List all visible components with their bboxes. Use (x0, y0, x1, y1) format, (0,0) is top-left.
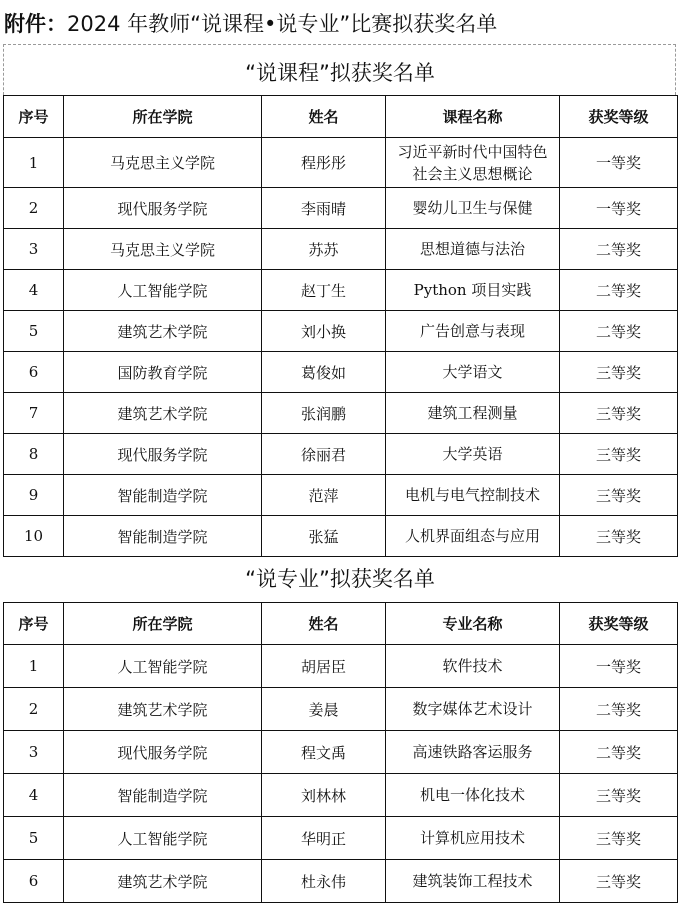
row-number: 7 (4, 393, 64, 434)
table-row (4, 731, 678, 774)
teacher-name-cell: 刘小换 (262, 311, 386, 352)
course-name-cell: 电机与电气控制技术 (386, 475, 560, 516)
course-name-cell: 习近平新时代中国特色社会主义思想概论 (386, 138, 560, 188)
teacher-name-cell: 张润鹏 (262, 393, 386, 434)
award-level-cell: 三等奖 (560, 774, 678, 817)
table-row (4, 229, 678, 270)
row-number: 5 (4, 311, 64, 352)
header-name: 姓名 (262, 96, 386, 138)
teacher-name-cell: 杜永伟 (262, 860, 386, 903)
award-level-cell: 二等奖 (560, 688, 678, 731)
major-section-title: “说专业”拟获奖名单 (245, 567, 435, 591)
college-cell: 国防教育学院 (64, 352, 262, 393)
award-level-cell: 三等奖 (560, 352, 678, 393)
teacher-name-cell: 程彤彤 (262, 138, 386, 188)
award-level-cell: 二等奖 (560, 731, 678, 774)
table-row (4, 475, 678, 516)
row-number: 10 (4, 516, 64, 557)
row-number: 6 (4, 352, 64, 393)
document-title: 2024 年教师“说课程•说专业”比赛拟获奖名单 (67, 12, 498, 36)
teacher-name-cell: 刘林林 (262, 774, 386, 817)
header-no: 序号 (4, 96, 64, 138)
college-cell: 现代服务学院 (64, 188, 262, 229)
table-row (4, 138, 678, 188)
college-cell: 现代服务学院 (64, 434, 262, 475)
award-level-cell: 二等奖 (560, 229, 678, 270)
header-no: 序号 (4, 603, 64, 645)
table-row (4, 352, 678, 393)
teacher-name-cell: 葛俊如 (262, 352, 386, 393)
header-level: 获奖等级 (560, 603, 678, 645)
award-level-cell: 一等奖 (560, 138, 678, 188)
award-level-cell: 一等奖 (560, 645, 678, 688)
major-name-cell: 高速铁路客运服务 (386, 731, 560, 774)
teacher-name-cell: 范萍 (262, 475, 386, 516)
table-row (4, 188, 678, 229)
award-level-cell: 三等奖 (560, 393, 678, 434)
award-level-cell: 三等奖 (560, 516, 678, 557)
table-row (4, 860, 678, 903)
college-cell: 建筑艺术学院 (64, 311, 262, 352)
course-name-cell: Python 项目实践 (386, 270, 560, 311)
header-course: 课程名称 (386, 96, 560, 138)
college-cell: 智能制造学院 (64, 774, 262, 817)
row-number: 2 (4, 188, 64, 229)
table-row (4, 434, 678, 475)
major-name-cell: 软件技术 (386, 645, 560, 688)
college-cell: 人工智能学院 (64, 817, 262, 860)
college-cell: 马克思主义学院 (64, 229, 262, 270)
award-level-cell: 三等奖 (560, 475, 678, 516)
table-row (4, 817, 678, 860)
header-major: 专业名称 (386, 603, 560, 645)
teacher-name-cell: 程文禹 (262, 731, 386, 774)
attachment-label: 附件： (4, 12, 67, 36)
course-name-cell: 大学英语 (386, 434, 560, 475)
major-name-cell: 数字媒体艺术设计 (386, 688, 560, 731)
row-number: 3 (4, 229, 64, 270)
row-number: 8 (4, 434, 64, 475)
award-level-cell: 二等奖 (560, 311, 678, 352)
header-level: 获奖等级 (560, 96, 678, 138)
teacher-name-cell: 姜晨 (262, 688, 386, 731)
row-number: 1 (4, 645, 64, 688)
award-level-cell: 一等奖 (560, 188, 678, 229)
course-name-cell: 大学语文 (386, 352, 560, 393)
teacher-name-cell: 华明正 (262, 817, 386, 860)
table-row (4, 270, 678, 311)
award-level-cell: 三等奖 (560, 434, 678, 475)
college-cell: 智能制造学院 (64, 475, 262, 516)
teacher-name-cell: 李雨晴 (262, 188, 386, 229)
college-cell: 建筑艺术学院 (64, 393, 262, 434)
teacher-name-cell: 苏苏 (262, 229, 386, 270)
teacher-name-cell: 张猛 (262, 516, 386, 557)
major-award-table (3, 602, 678, 903)
row-number: 3 (4, 731, 64, 774)
table-row (4, 393, 678, 434)
major-name-cell: 计算机应用技术 (386, 817, 560, 860)
table-row (4, 688, 678, 731)
teacher-name-cell: 赵丁生 (262, 270, 386, 311)
college-cell: 人工智能学院 (64, 270, 262, 311)
row-number: 9 (4, 475, 64, 516)
table-row (4, 516, 678, 557)
row-number: 5 (4, 817, 64, 860)
row-number: 2 (4, 688, 64, 731)
table-row (4, 311, 678, 352)
table-header-row (4, 603, 678, 645)
teacher-name-cell: 胡居臣 (262, 645, 386, 688)
row-number: 4 (4, 774, 64, 817)
header-college: 所在学院 (64, 96, 262, 138)
course-name-cell: 思想道德与法治 (386, 229, 560, 270)
major-name-cell: 机电一体化技术 (386, 774, 560, 817)
course-section-title: “说课程”拟获奖名单 (245, 61, 435, 85)
award-level-cell: 三等奖 (560, 860, 678, 903)
college-cell: 人工智能学院 (64, 645, 262, 688)
header-name: 姓名 (262, 603, 386, 645)
teacher-name-cell: 徐丽君 (262, 434, 386, 475)
page-heading (4, 10, 497, 38)
college-cell: 现代服务学院 (64, 731, 262, 774)
course-name-cell: 广告创意与表现 (386, 311, 560, 352)
row-number: 6 (4, 860, 64, 903)
course-name-cell: 婴幼儿卫生与保健 (386, 188, 560, 229)
header-college: 所在学院 (64, 603, 262, 645)
table-row (4, 774, 678, 817)
major-name-cell: 建筑装饰工程技术 (386, 860, 560, 903)
award-level-cell: 三等奖 (560, 817, 678, 860)
college-cell: 建筑艺术学院 (64, 688, 262, 731)
award-level-cell: 二等奖 (560, 270, 678, 311)
college-cell: 马克思主义学院 (64, 138, 262, 188)
row-number: 4 (4, 270, 64, 311)
row-number: 1 (4, 138, 64, 188)
table-header-row (4, 96, 678, 138)
course-award-table (3, 95, 678, 557)
college-cell: 建筑艺术学院 (64, 860, 262, 903)
college-cell: 智能制造学院 (64, 516, 262, 557)
course-name-cell: 人机界面组态与应用 (386, 516, 560, 557)
course-name-cell: 建筑工程测量 (386, 393, 560, 434)
table-row (4, 645, 678, 688)
